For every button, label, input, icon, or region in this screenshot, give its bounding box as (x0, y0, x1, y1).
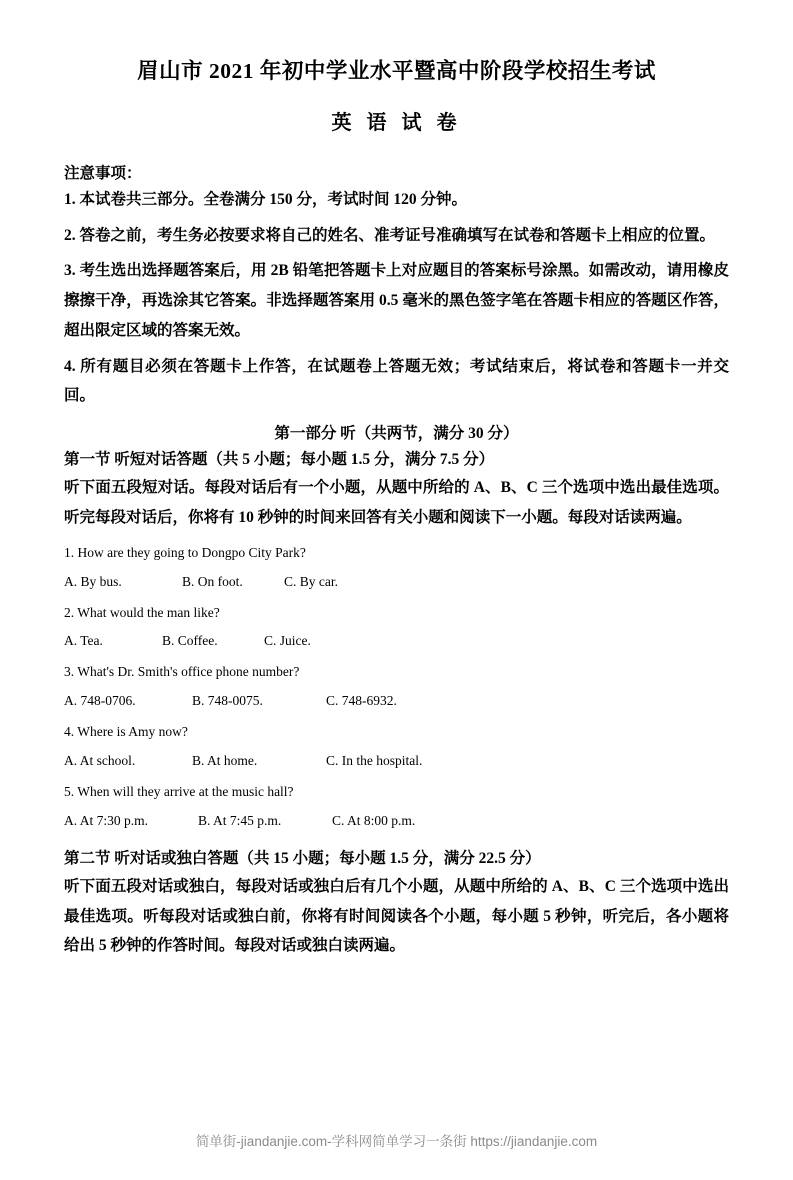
option-1a: A. By bus. (64, 573, 122, 589)
notice-item-3: 3. 考生选出选择题答案后，用 2B 铅笔把答题卡上对应题目的答案标号涂黑。如需改动，请用橡皮擦擦干净，再选涂其它答案。非选择题答案用 0.5 毫米的黑色签字笔在答题卡相应的答题区作答，超出限定区域的答案无效。 (64, 262, 729, 339)
title-block (64, 58, 729, 135)
option-2a: A. Tea. (64, 633, 103, 649)
option-1c: C. By car. (284, 573, 338, 589)
option-2c: C. Juice. (264, 633, 311, 649)
section-one-instruction: 听下面五段短对话。每段对话后有一个小题，从题中所给的 A、B、C 三个选项中选出最佳选项。听完每段对话后，你将有 10 秒钟的时间来回答有关小题和阅读下一小题。每段对话读两遍。 (64, 479, 729, 526)
section-one-heading: 第一节 听短对话答题（共 5 小题；每小题 1.5 分，满分 7.5 分） (64, 451, 495, 469)
option-5a: A. At 7:30 p.m. (64, 812, 149, 828)
notice-item-1: 1. 本试卷共三部分。全卷满分 150 分，考试时间 120 分钟。 (64, 190, 468, 208)
option-5c: C. At 8:00 p.m. (332, 812, 416, 828)
notice-heading: 注意事项： (64, 164, 142, 182)
question-stem-2: 2. What would the man like? (64, 604, 220, 620)
subject-title: 英 语 试 卷 (331, 111, 462, 134)
option-3b: B. 748-0075. (192, 693, 263, 709)
question-options-3 (64, 691, 729, 712)
option-4b: B. At home. (192, 753, 258, 769)
option-5b: B. At 7:45 p.m. (198, 812, 282, 828)
notice-item-4: 4. 所有题目必须在答题卡上作答，在试题卷上答题无效；考试结束后，将试卷和答题卡一并交回。 (64, 357, 729, 405)
question-options-2 (64, 631, 729, 652)
section-two-heading: 第二节 听对话或独白答题（共 15 小题；每小题 1.5 分，满分 22.5 分） (64, 849, 541, 867)
notice-item-2: 2. 答卷之前，考生务必按要求将自己的姓名、准考证号准确填写在试卷和答题卡上相应的位置。 (64, 226, 716, 244)
section-two-instruction: 听下面五段对话或独白，每段对话或独白后有几个小题，从题中所给的 A、B、C 三个选项中选出最佳选项。听每段对话或独白前，你将有时间阅读各个小题，每小题 5 秒钟，听完后，各小题将给出 5 秒钟的作答时间。每段对话或独白读两遍。 (64, 877, 729, 955)
page-title: 眉山市 2021 年初中学业水平暨高中阶段学校招生考试 (137, 59, 656, 83)
question-stem-4: 4. Where is Amy now? (64, 724, 188, 740)
question-stem-5: 5. When will they arrive at the music hall? (64, 784, 294, 800)
question-stem-3: 3. What's Dr. Smith's office phone number? (64, 664, 300, 680)
option-4a: A. At school. (64, 753, 136, 769)
exam-paper-page (0, 58, 793, 1180)
option-2b: B. Coffee. (162, 633, 218, 649)
question-stem-1: 1. How are they going to Dongpo City Park? (64, 544, 306, 560)
option-1b: B. On foot. (182, 573, 243, 589)
option-3a: A. 748-0706. (64, 693, 136, 709)
option-4c: C. In the hospital. (326, 753, 423, 769)
question-options-4 (64, 751, 729, 772)
question-options-5 (64, 811, 729, 832)
watermark-footer: 简单街-jiandanjie.com-学科网简单学习一条街 https://jiandanjie.com (195, 1134, 598, 1149)
part-one-heading: 第一部分 听（共两节，满分 30 分） (274, 425, 519, 443)
question-options-1 (64, 572, 729, 593)
option-3c: C. 748-6932. (326, 693, 397, 709)
